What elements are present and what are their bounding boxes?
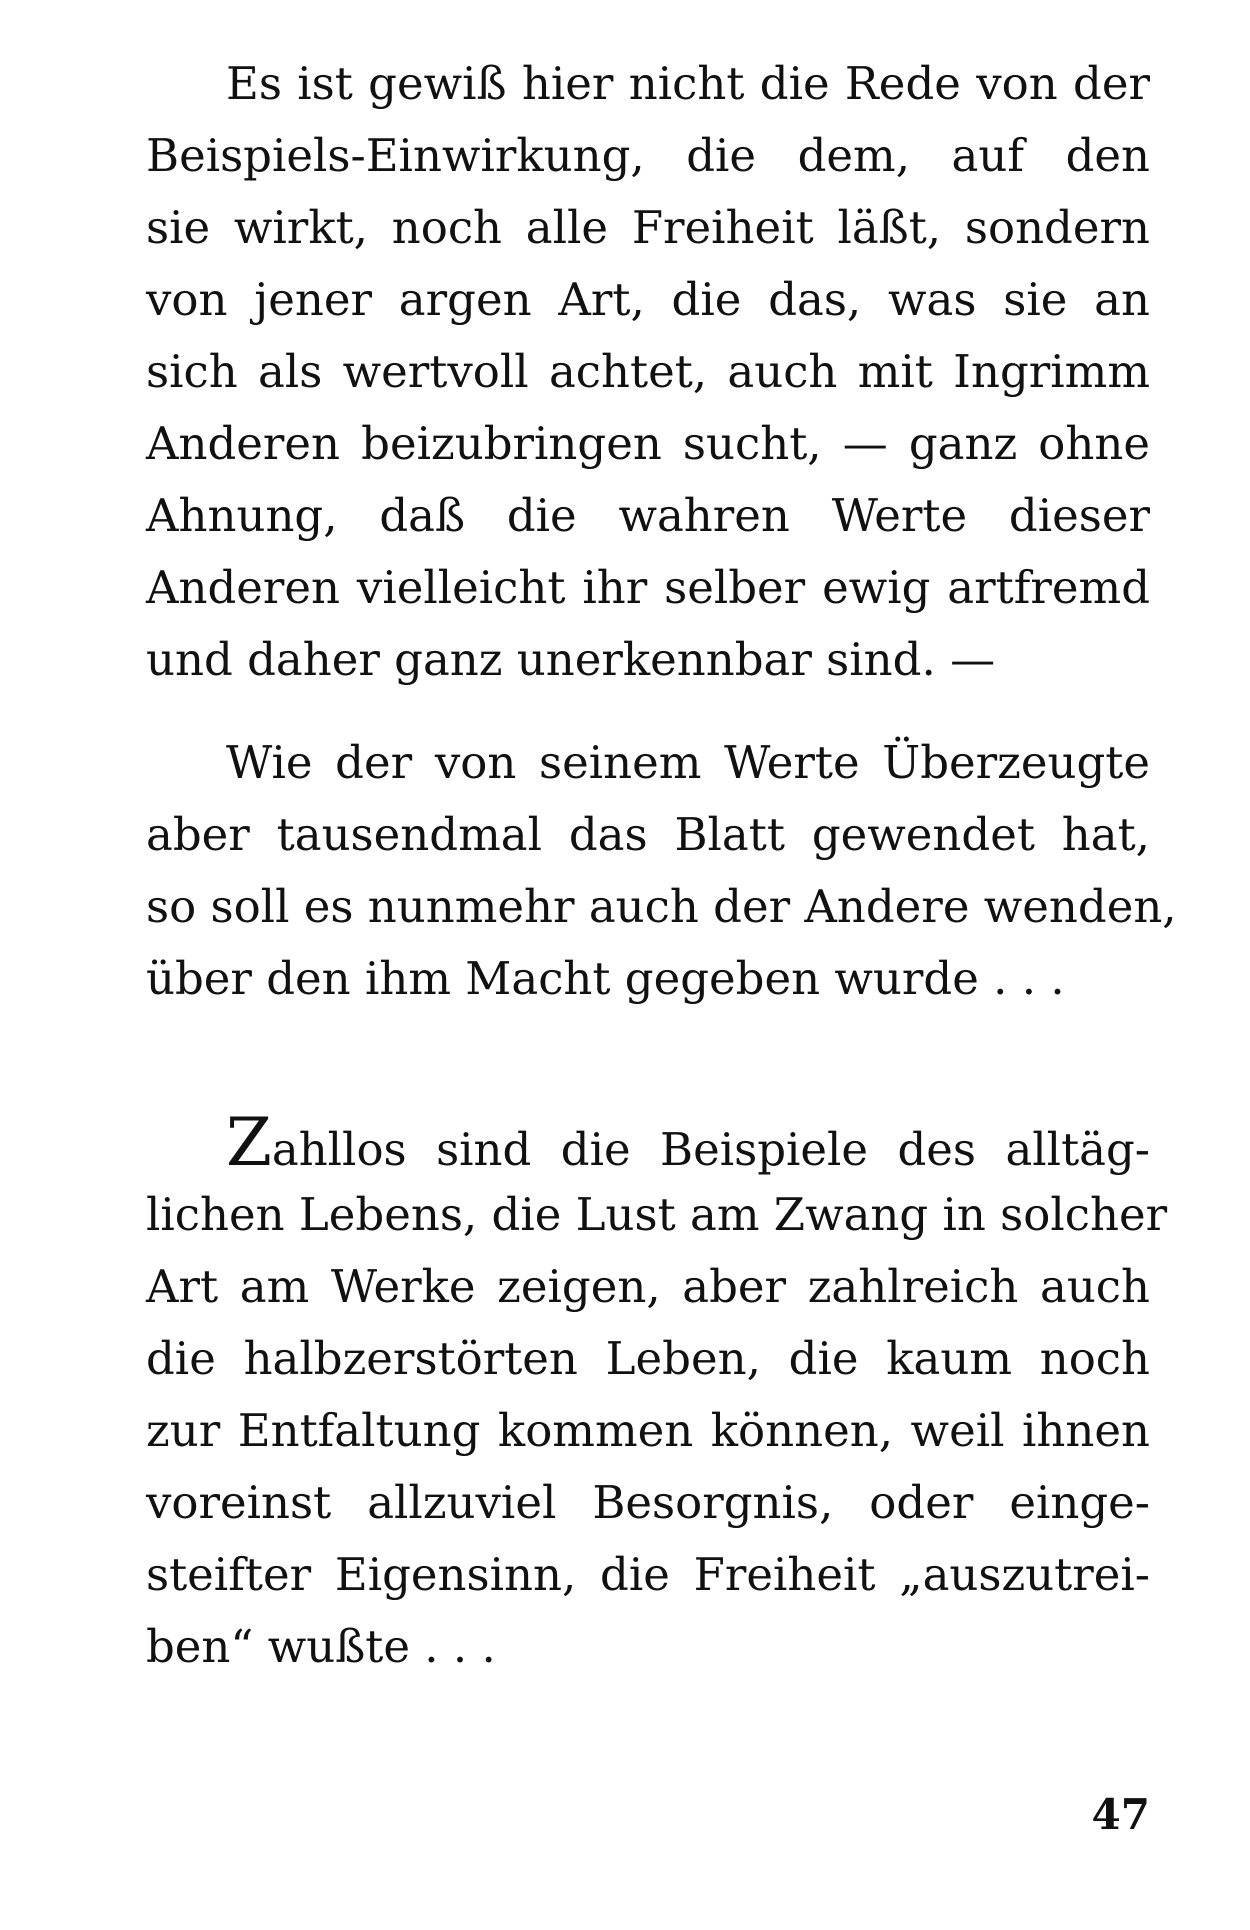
text-line-rest: ahllos sind die Beispiele des alltäg- <box>271 1123 1150 1176</box>
text-line: Anderen vielleicht ihr selber ewig artfremd <box>146 561 1150 614</box>
text-line: lichen Lebens, die Lust am Zwang in solcher <box>146 1188 1168 1241</box>
text-line: so soll es nunmehr auch der Andere wenden, <box>146 880 1177 933</box>
text-line-with-initial <box>146 1104 1150 1181</box>
initial-letter: Z <box>226 1104 272 1181</box>
text-line: die halbzerstörten Leben, die kaum noch <box>146 1332 1150 1385</box>
paragraph-2 <box>146 727 1177 1015</box>
text-line: über den ihm Macht gegeben wurde . . . <box>146 952 1065 1005</box>
paragraph-3 <box>146 1104 1168 1683</box>
text-line: Beispiels-Einwirkung, die dem, auf den <box>146 129 1150 182</box>
text-line: sich als wertvoll achtet, auch mit Ingrimm <box>146 345 1150 398</box>
text-line: Art am Werke zeigen, aber zahlreich auch <box>146 1260 1150 1313</box>
text-line: zur Entfaltung kommen können, weil ihnen <box>146 1404 1150 1457</box>
text-line: und daher ganz unerkennbar sind. — <box>146 633 996 686</box>
text-line: ben“ wußte . . . <box>146 1620 496 1673</box>
text-line: Wie der von seinem Werte Überzeugte <box>226 736 1150 789</box>
text-line: Anderen beizubringen sucht, — ganz ohne <box>146 417 1150 470</box>
text-line: steifter Eigensinn, die Freiheit „auszutrei- <box>146 1548 1150 1601</box>
text-line: voreinst allzuviel Besorgnis, oder einge- <box>146 1476 1150 1529</box>
text-line: Ahnung, daß die wahren Werte dieser <box>146 489 1150 542</box>
page-number: 47 <box>1091 1790 1150 1839</box>
text-line: Es ist gewiß hier nicht die Rede von der <box>226 57 1150 110</box>
text-line: sie wirkt, noch alle Freiheit läßt, sondern <box>146 201 1150 254</box>
text-line: von jener argen Art, die das, was sie an <box>146 273 1150 326</box>
paragraph-1 <box>146 48 1150 696</box>
text-line: aber tausendmal das Blatt gewendet hat, <box>146 808 1150 861</box>
